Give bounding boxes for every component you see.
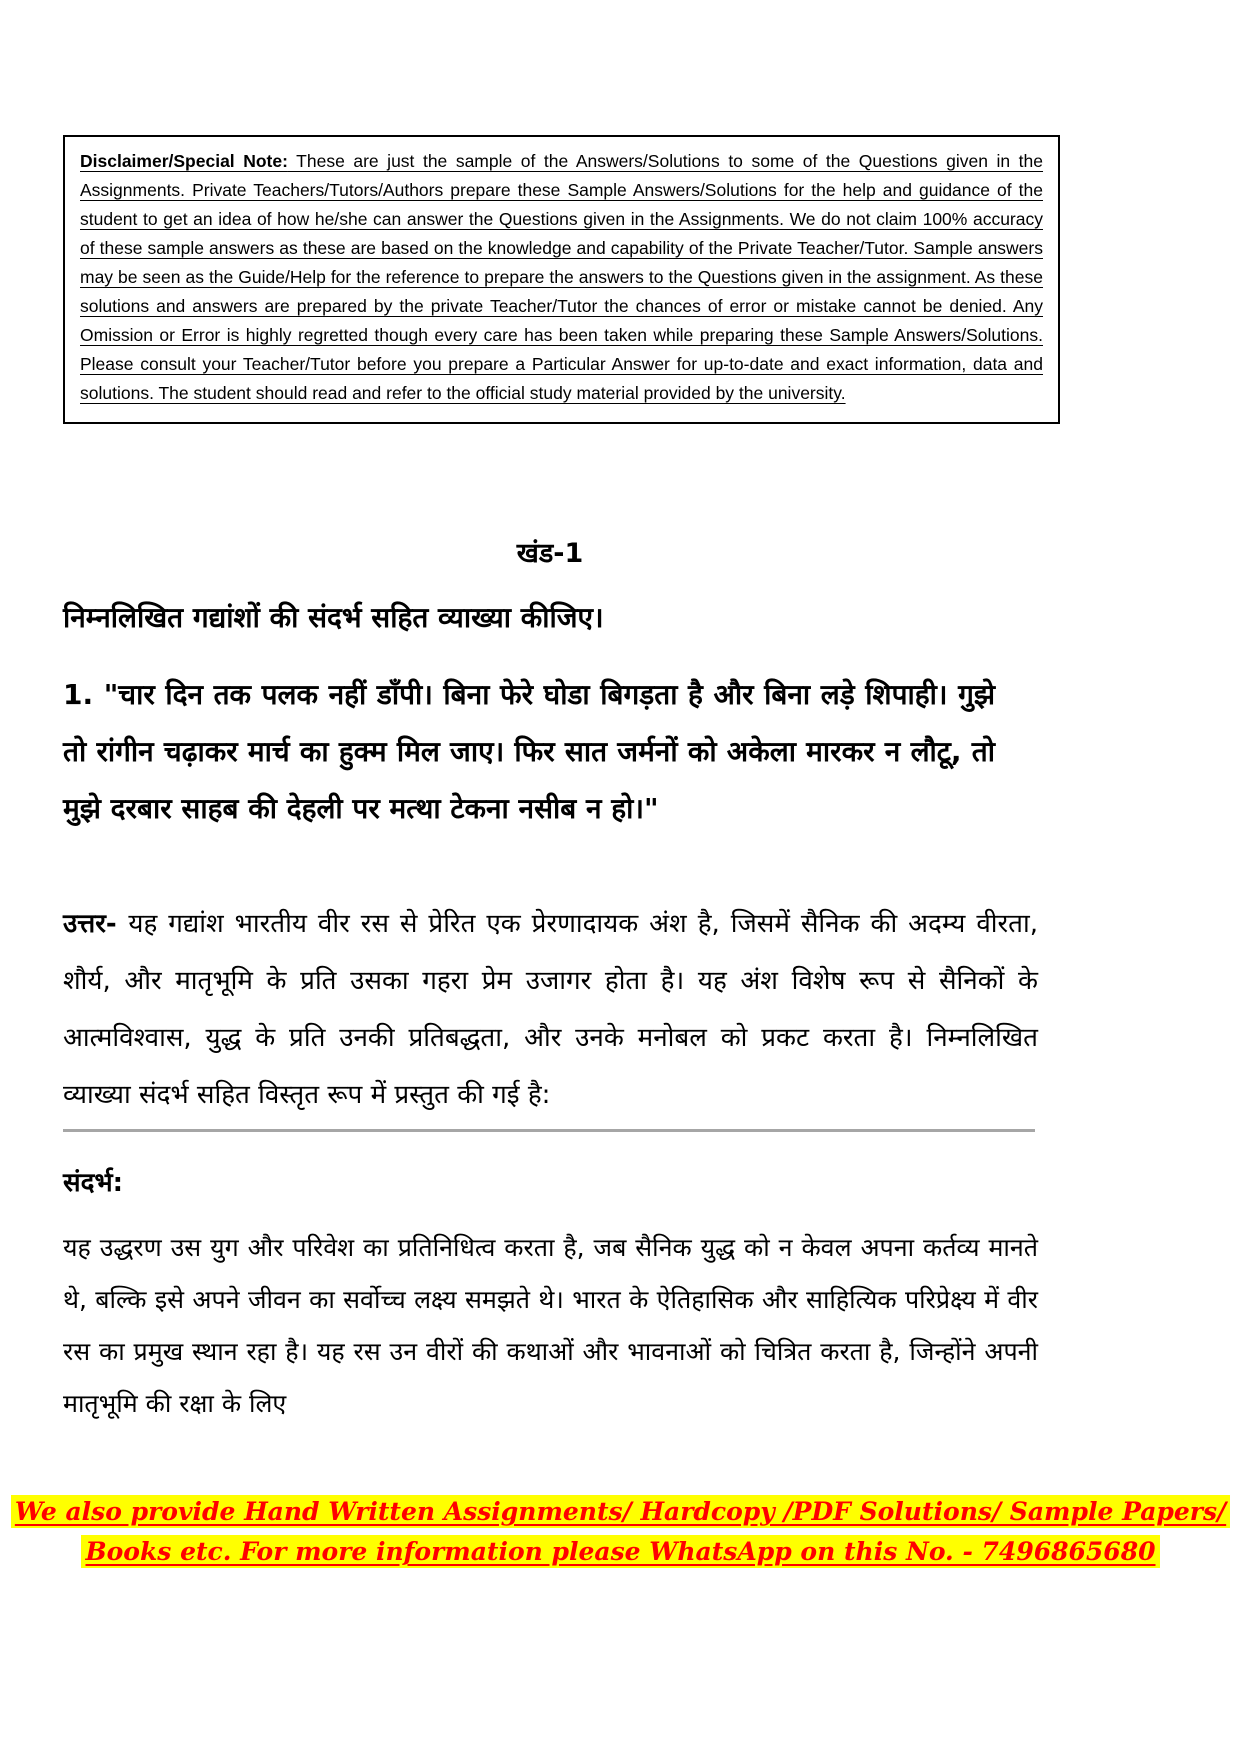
- question-text: "चार दिन तक पलक नहीं डाँपी। बिना फेरे घोडा बिगड़ता है और बिना लड़े शिपाही। गुझे तो रांगीन चढ़ाकर मार्च का हुक्म मिल जाए। फिर सात जर्मनों को अकेला मारकर न लौटू, तो मुझे दरबार साहब की देहली पर मत्था टेकना नसीब न हो।": [63, 678, 995, 825]
- question-number: 1.: [63, 678, 104, 711]
- footer-banner: [0, 1492, 1241, 1572]
- context-heading: संदर्भ:: [63, 1168, 124, 1198]
- question-1: [63, 666, 995, 837]
- context-paragraph: यह उद्धरण उस युग और परिवेश का प्रतिनिधित्व करता है, जब सैनिक युद्ध को न केवल अपना कर्तव्य मानते थे, बल्कि इसे अपने जीवन का सर्वोच्च लक्ष्य समझते थे। भारत के ऐतिहासिक और साहित्यिक परिप्रेक्ष्य में वीर रस का प्रमुख स्थान रहा है। यह रस उन वीरों की कथाओं और भावनाओं को चित्रित करता है, जिन्होंने अपनी मातृभूमि की रक्षा के लिए: [63, 1233, 1038, 1418]
- answer-paragraph: [63, 896, 1038, 1124]
- answer-text: यह गद्यांश भारतीय वीर रस से प्रेरित एक प्रेरणादायक अंश है, जिसमें सैनिक की अदम्य वीरता, शौर्य, और मातृभूमि के प्रति उसका गहरा प्रेम उजागर होता है। यह अंश विशेष रूप से सैनिकों के आत्मविश्वास, युद्ध के प्रति उनकी प्रतिबद्धता, और उनके मनोबल को प्रकट करता है। निम्नलिखित व्याख्या संदर्भ सहित विस्तृत रूप में प्रस्तुत की गई है:: [63, 909, 1038, 1110]
- disclaimer-text: [80, 147, 1043, 408]
- disclaimer-label: Disclaimer/Special Note:: [80, 151, 288, 171]
- disclaimer-body: These are just the sample of the Answers/Solutions to some of the Questions given in the Assignments. Private Teachers/Tutors/Authors prepare these Sample Answers/Solutions for the help and guidance of the student to get an idea of how he/she can answer the Questions given in the Assignments. We do not claim 100% accuracy of these sample answers as these are based on the knowledge and capability of the Private Teacher/Tutor. Sample answers may be seen as the Guide/Help for the reference to prepare the answers to the Questions given in the assignment. As these solutions and answers are prepared by the private Teacher/Tutor the chances of error or mistake cannot be denied. Any Omission or Error is highly regretted though every care has been taken while preparing these Sample Answers/Solutions. Please consult your Teacher/Tutor before you prepare a Particular Answer for up-to-date and exact information, data and solutions. The student should read and refer to the official study material provided by the university.: [80, 151, 1044, 403]
- section-divider: [63, 1129, 1035, 1132]
- footer-line-1-wrap: [0, 1492, 1241, 1532]
- instruction-heading: निम्नलिखित गद्यांशों की संदर्भ सहित व्याख्या कीजिए।: [63, 601, 604, 634]
- footer-line-2: Books etc. For more information please WhatsApp on this No. - 7496865680: [81, 1535, 1159, 1568]
- answer-label: उत्तर-: [63, 909, 129, 939]
- footer-line-1: We also provide Hand Written Assignments/ Hardcopy /PDF Solutions/ Sample Papers/: [11, 1495, 1230, 1528]
- section-heading: खंड-1: [516, 538, 584, 569]
- footer-line-2-wrap: [0, 1532, 1241, 1572]
- disclaimer-box: [63, 135, 1060, 424]
